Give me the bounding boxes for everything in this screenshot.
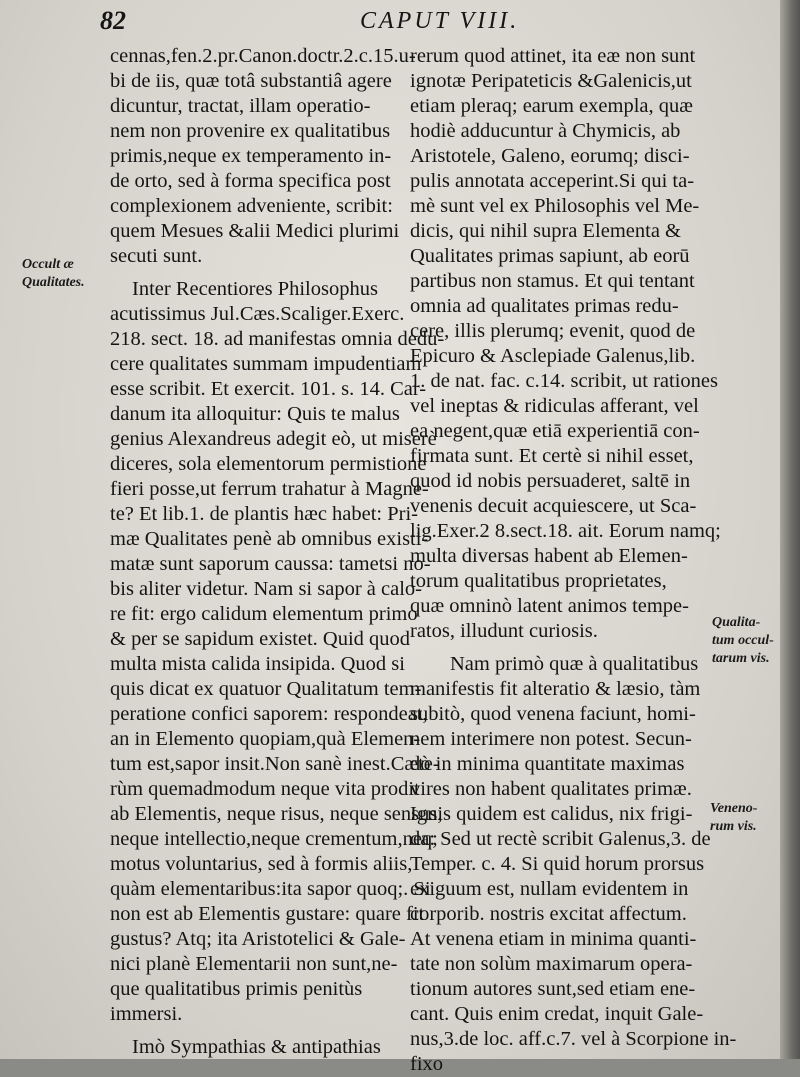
text-line: nici planè Elementarii non sunt,ne-	[110, 953, 398, 975]
left-text-column	[110, 44, 445, 1060]
text-line: non est ab Elementis gustare: quare fit	[110, 903, 425, 925]
text-line: partibus non stamus. Et qui tentant	[410, 270, 695, 292]
text-line: fixo	[410, 1053, 444, 1075]
text-line: gustus? Atq; ita Aristotelici & Gale-	[110, 928, 406, 950]
text-line: ea negent,quæ etiā experientiā con-	[410, 420, 700, 442]
text-line: tionum autores sunt,sed etiam ene-	[410, 978, 696, 1000]
text-line: multa diversas habent ab Elemen-	[410, 545, 688, 567]
margin-note-line: Qualita-	[712, 615, 761, 630]
text-line: exiguum est, nullam evidentem in	[410, 878, 689, 900]
margin-note-line: Qualitates.	[22, 275, 85, 290]
text-line: Epicuro & Asclepiade Galenus,lib.	[410, 345, 696, 367]
text-line: subitò, quod venena faciunt, homi-	[410, 703, 696, 725]
text-line: rùm quemadmodum neque vita prodit	[110, 778, 420, 800]
text-line: dò in minima quantitate maximas	[410, 753, 685, 775]
text-line: de orto, sed à forma specifica post	[110, 170, 391, 192]
text-line: genius Alexandreus adegit eò, ut miserè	[110, 428, 437, 450]
text-line: quæ omninò latent animos tempe-	[410, 595, 689, 617]
margin-note-line: rum vis.	[710, 819, 757, 834]
text-line: Temper. c. 4. Si quid horum prorsus	[410, 853, 705, 875]
text-line: quod id nobis persuaderet, saltē in	[410, 470, 691, 492]
text-line: dicis, qui nihil supra Elementa &	[410, 220, 682, 242]
text-line: manifestis fit alteratio & læsio, tàm	[410, 678, 701, 700]
text-line: At venena etiam in minima quanti-	[410, 928, 697, 950]
text-line: 218. sect. 18. ad manifestas omnia dedu-	[110, 328, 445, 350]
text-line: Ignis quidem est calidus, nix frigi-	[410, 803, 693, 825]
text-line: acutissimus Jul.Cæs.Scaliger.Exerc.	[110, 303, 405, 325]
text-line: torum qualitatibus proprietates,	[410, 570, 667, 592]
text-line: neque intellectio,neque crementum,neq;	[110, 828, 438, 850]
text-line: Nam primò quæ à qualitatibus	[450, 653, 699, 675]
text-line: ab Elementis, neque risus, neque sensus,	[110, 803, 443, 825]
text-line: omnia ad qualitates primas redu-	[410, 295, 679, 317]
margin-note-line: Veneno-	[710, 801, 758, 816]
text-line: danum ita alloquitur: Quis te malus	[110, 403, 400, 425]
text-line: nus,3.de loc. aff.c.7. vel à Scorpione in-	[410, 1028, 737, 1050]
margin-note-line: tum occul-	[712, 633, 774, 648]
text-line: motus voluntarius, sed à formis aliis,	[110, 853, 413, 875]
text-line: complexionem adveniente, scribit:	[110, 195, 393, 217]
text-line: an in Elemento quopiam,quà Elemen-	[110, 728, 421, 750]
text-line: multa mista calida insipida. Quod si	[110, 653, 405, 675]
margin-note-qualitatum	[712, 614, 774, 668]
text-line: venenis decuit acquiescere, ut Sca-	[410, 495, 697, 517]
text-line: que qualitatibus primis penitùs	[110, 978, 363, 1000]
text-line: immersi.	[110, 1003, 183, 1025]
text-line: tate non solùm maximarum opera-	[410, 953, 693, 975]
text-line: mæ Qualitates penè ab omnibus existi-	[110, 528, 429, 550]
text-line: lig.Exer.2 8.sect.18. ait. Eorum namq;	[410, 520, 721, 542]
text-line: rerum quod attinet, ita eæ non sunt	[410, 45, 696, 67]
text-line: Imò Sympathias & antipathias	[132, 1036, 381, 1058]
text-line: peratione confici saporem: respondeat,	[110, 703, 428, 725]
text-line: bis aliter videtur. Nam si sapor à calo-	[110, 578, 422, 600]
text-line: vel ineptas & ridiculas afferant, vel	[410, 395, 699, 417]
page-header	[100, 6, 700, 40]
text-line: fieri posse,ut ferrum trahatur à Magne-	[110, 478, 429, 500]
text-line: quis dicat ex quatuor Qualitatum tem-	[110, 678, 422, 700]
text-line: vires non habent qualitates primæ.	[410, 778, 692, 800]
text-line: diceres, sola elementorum permistione	[110, 453, 427, 475]
text-line: & per se sapidum existet. Quid quod	[110, 628, 411, 650]
text-line: ratos, illudunt curiosis.	[410, 620, 598, 642]
text-line: cere qualitates summam impudentiam	[110, 353, 422, 375]
text-line: matæ sunt saporum caussa: tametsi no-	[110, 553, 431, 575]
text-line: nem interimere non potest. Secun-	[410, 728, 692, 750]
text-line: mè sunt vel ex Philosophis vel Me-	[410, 195, 700, 217]
page-number: 82	[100, 6, 126, 35]
margin-note-occulta	[22, 256, 85, 292]
text-line: cant. Quis enim credat, inquit Gale-	[410, 1003, 704, 1025]
text-line: Aristotele, Galeno, eorumq; disci-	[410, 145, 690, 167]
text-line: dicuntur, tractat, illam operatio-	[110, 95, 371, 117]
text-line: nem non provenire ex qualitatibus	[110, 120, 391, 142]
text-line: pulis annotata acceperint.Si qui ta-	[410, 170, 695, 192]
text-line: tum est,sapor insit.Non sanè inest.Cæte-	[110, 753, 440, 775]
text-line: quàm elementaribus:ita sapor quoq;. Si	[110, 878, 431, 900]
text-line: secuti sunt.	[110, 245, 203, 267]
text-line: esse scribit. Et exercit. 101. s. 14. Car-	[110, 378, 427, 400]
text-line: hodiè adducuntur à Chymicis, ab	[410, 120, 681, 142]
running-head: CAPUT VIII.	[360, 8, 520, 34]
text-line: Qualitates primas sapiunt, ab eorū	[410, 245, 690, 267]
text-line: bi de iis, quæ totâ substantiâ agere	[110, 70, 392, 92]
text-line: quem Mesues &alii Medici plurimi	[110, 220, 400, 242]
margin-note-venenorum	[710, 800, 757, 836]
text-line: 1. de nat. fac. c.14. scribit, ut rationes	[410, 370, 718, 392]
text-line: cere, illis plerumq; evenit, quod de	[410, 320, 696, 342]
text-line: etiam pleraq; earum exempla, quæ	[410, 95, 693, 117]
text-line: ignotæ Peripateticis &Galenicis,ut	[410, 70, 692, 92]
text-line: firmata sunt. Et certè si nihil esset,	[410, 445, 694, 467]
margin-note-line: Occult æ	[22, 257, 74, 272]
text-line: te? Et lib.1. de plantis hæc habet: Pri-	[110, 503, 419, 525]
text-line: primis,neque ex temperamento in-	[110, 145, 392, 167]
margin-note-line: tarum vis.	[712, 651, 770, 666]
text-line: Inter Recentiores Philosophus	[132, 278, 378, 300]
page-gutter-shadow	[780, 0, 800, 1059]
text-line: cennas,fen.2.pr.Canon.doctr.2.c.15.u-	[110, 45, 416, 67]
text-line: corporib. nostris excitat affectum.	[410, 903, 687, 925]
text-line: re fit: ergo calidum elementum primo	[110, 603, 418, 625]
text-line: da: Sed ut rectè scribit Galenus,3. de	[410, 828, 711, 850]
